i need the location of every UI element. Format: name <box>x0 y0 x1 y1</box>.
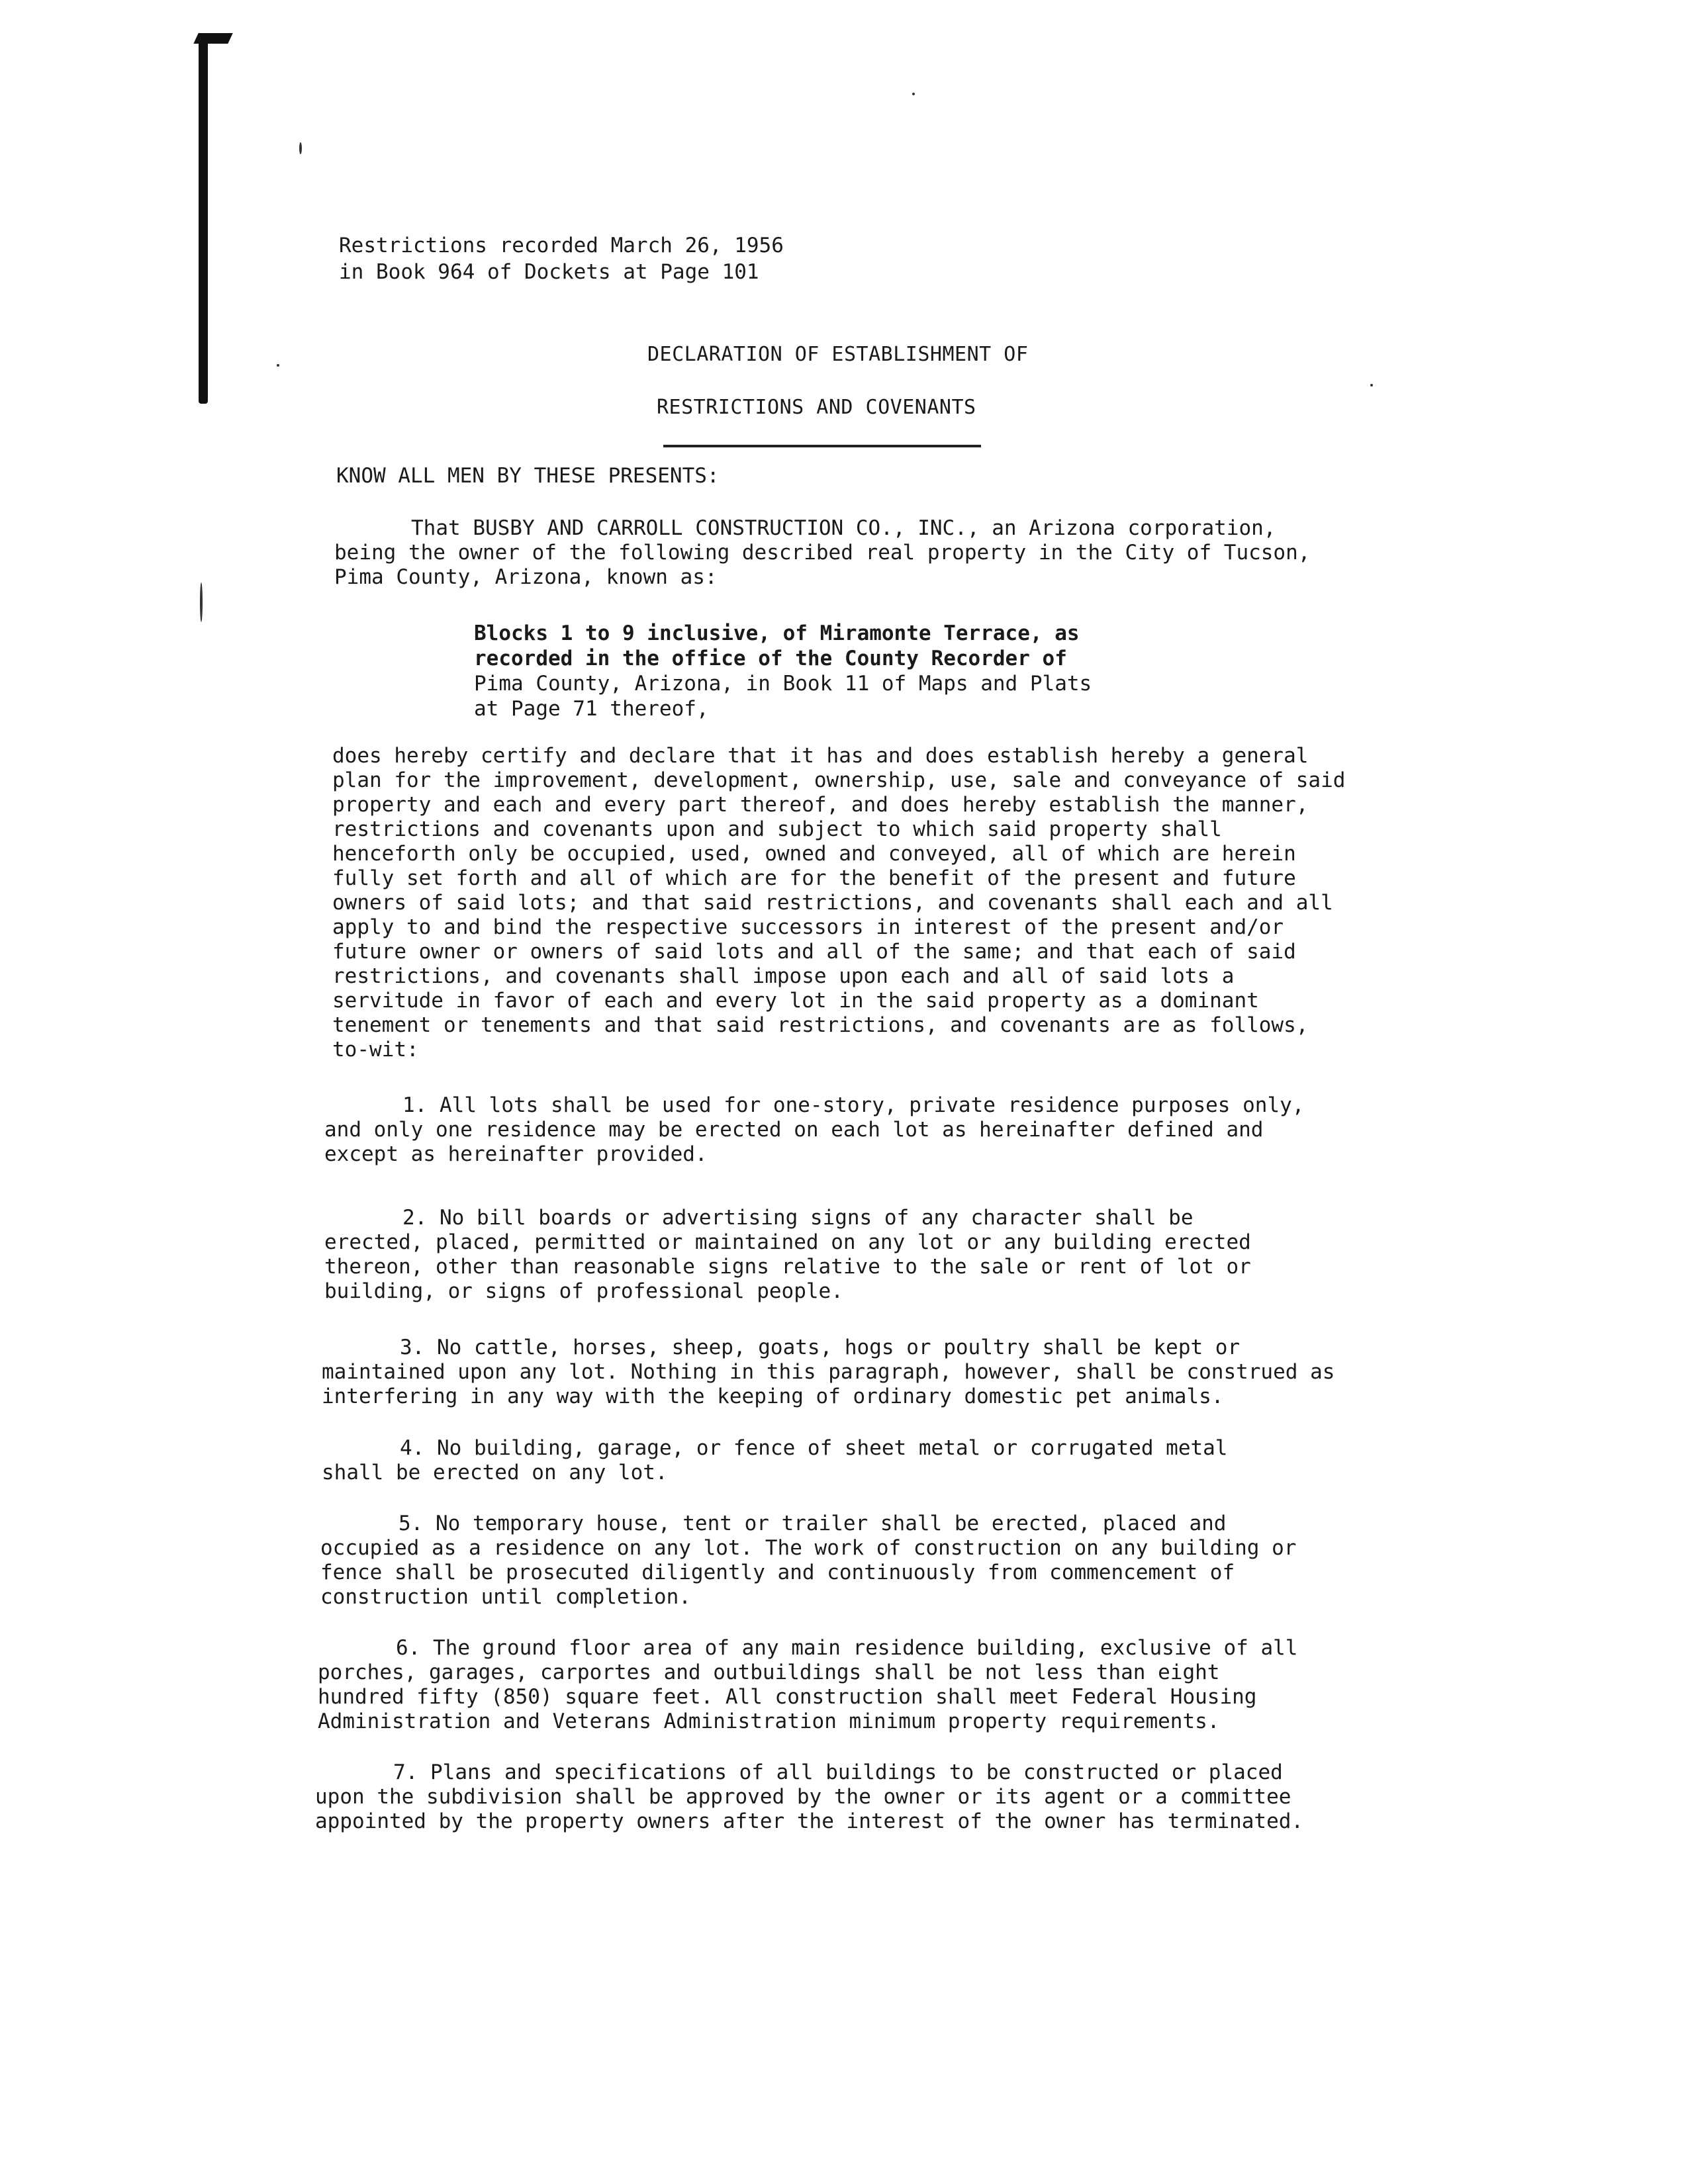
declaration-text: does hereby certify and declare that it has and does establish hereby a general plan for the improvement, development, ownership, use, sale and conveyance of said property and each and every part thereof, and does hereby establish the manner, restrictions and covenants upon and subject to which said property shall henceforth only be occupied, used, owned and conveyed, all of which are herein fully set forth and all of which are for the benefit of the present and future owners of said lots; and that said restrictions, and covenants shall each and all apply to and bind the respective successors in interest of the present and/or future owner or owners of said lots and all of the same; and that each of said restrictions, and covenants shall impose upon each and all of said lots a servitude in favor of each and every lot in the said property as a dominant tenement or tenements and that said restrictions, and covenants are as follows, to-wit: <box>332 744 1346 1062</box>
scan-speck <box>299 142 302 154</box>
restriction-item <box>322 1436 1282 1485</box>
restriction-number: 1. <box>402 1093 428 1117</box>
restriction-item <box>320 1512 1333 1610</box>
intro-paragraph <box>334 516 1347 590</box>
restriction-number: 4. <box>400 1436 425 1460</box>
property-line-1: Blocks 1 to 9 inclusive, of Miramonte Terrace, as <box>474 621 1080 645</box>
scan-speck <box>277 364 279 367</box>
restriction-item <box>324 1093 1344 1167</box>
scan-speck <box>912 93 915 95</box>
intro-text: That BUSBY AND CARROLL CONSTRUCTION CO., INC., an Arizona corporation, being the owner of the following described real property in the City of Tucson, Pima County, Arizona, known as: <box>334 516 1311 589</box>
restriction-item <box>318 1636 1311 1734</box>
recording-line-2: in Book 964 of Dockets at Page 101 <box>339 260 759 284</box>
scan-edge-mark <box>199 33 208 404</box>
restriction-text: No cattle, horses, sheep, goats, hogs or poultry shall be kept or maintained upon any lot. Nothing in this paragraph, however, shall be construed as interfering in any way with the keeping of ordinary domestic pet animals. <box>322 1336 1335 1408</box>
restriction-number: 7. <box>393 1760 418 1784</box>
property-line-4: at Page 71 thereof, <box>474 697 709 721</box>
restriction-number: 2. <box>402 1206 428 1230</box>
restriction-item <box>324 1206 1297 1304</box>
restriction-number: 6. <box>396 1636 421 1660</box>
declaration-paragraph <box>332 744 1352 1062</box>
scan-edge-mark-top <box>193 33 232 44</box>
salutation: KNOW ALL MEN BY THESE PRESENTS: <box>336 464 720 488</box>
property-line-2: recorded in the office of the County Recorder of <box>474 647 1067 670</box>
scan-speck <box>200 582 203 622</box>
restriction-text: No building, garage, or fence of sheet metal or corrugated metal shall be erected on any lot. <box>322 1436 1228 1484</box>
restriction-item <box>322 1336 1354 1409</box>
title-line-2: RESTRICTIONS AND COVENANTS <box>657 396 976 419</box>
recording-line-1: Restrictions recorded March 26, 1956 <box>339 234 784 257</box>
property-line-3: Pima County, Arizona, in Book 11 of Maps and Plats <box>474 672 1092 696</box>
scan-speck <box>1370 384 1373 387</box>
restriction-number: 3. <box>400 1336 425 1359</box>
restriction-text: No bill boards or advertising signs of any character shall be erected, placed, permitted or maintained on any lot or any building erected thereon, other than reasonable signs relative to the sale or rent of lot or building, or signs of professional people. <box>324 1206 1251 1303</box>
restriction-text: Plans and specifications of all buildings to be constructed or placed upon the subdivision shall be approved by the owner or its agent or a committee appointed by the property owners after the interest of the owner has terminated. <box>315 1760 1304 1833</box>
restriction-text: All lots shall be used for one-story, private residence purposes only, and only one residence may be erected on each lot as hereinafter defined and except as hereinafter provided. <box>324 1093 1305 1166</box>
restriction-number: 5. <box>399 1512 424 1535</box>
restriction-text: No temporary house, tent or trailer shall be erected, placed and occupied as a residence on any lot. The work of construction on any building or fence shall be prosecuted diligently and continuously from commencement of construction until completion. <box>320 1512 1297 1609</box>
restriction-item <box>315 1760 1328 1834</box>
title-underline <box>663 445 981 447</box>
restriction-text: The ground floor area of any main residence building, exclusive of all porches, garages, carportes and outbuildings shall be not less than eight hundred fifty (850) square feet. All construction shall meet Federal Housing Administration and Veterans Administration minimum property requirements. <box>318 1636 1298 1733</box>
title-line-1: DECLARATION OF ESTABLISHMENT OF <box>647 343 1029 366</box>
